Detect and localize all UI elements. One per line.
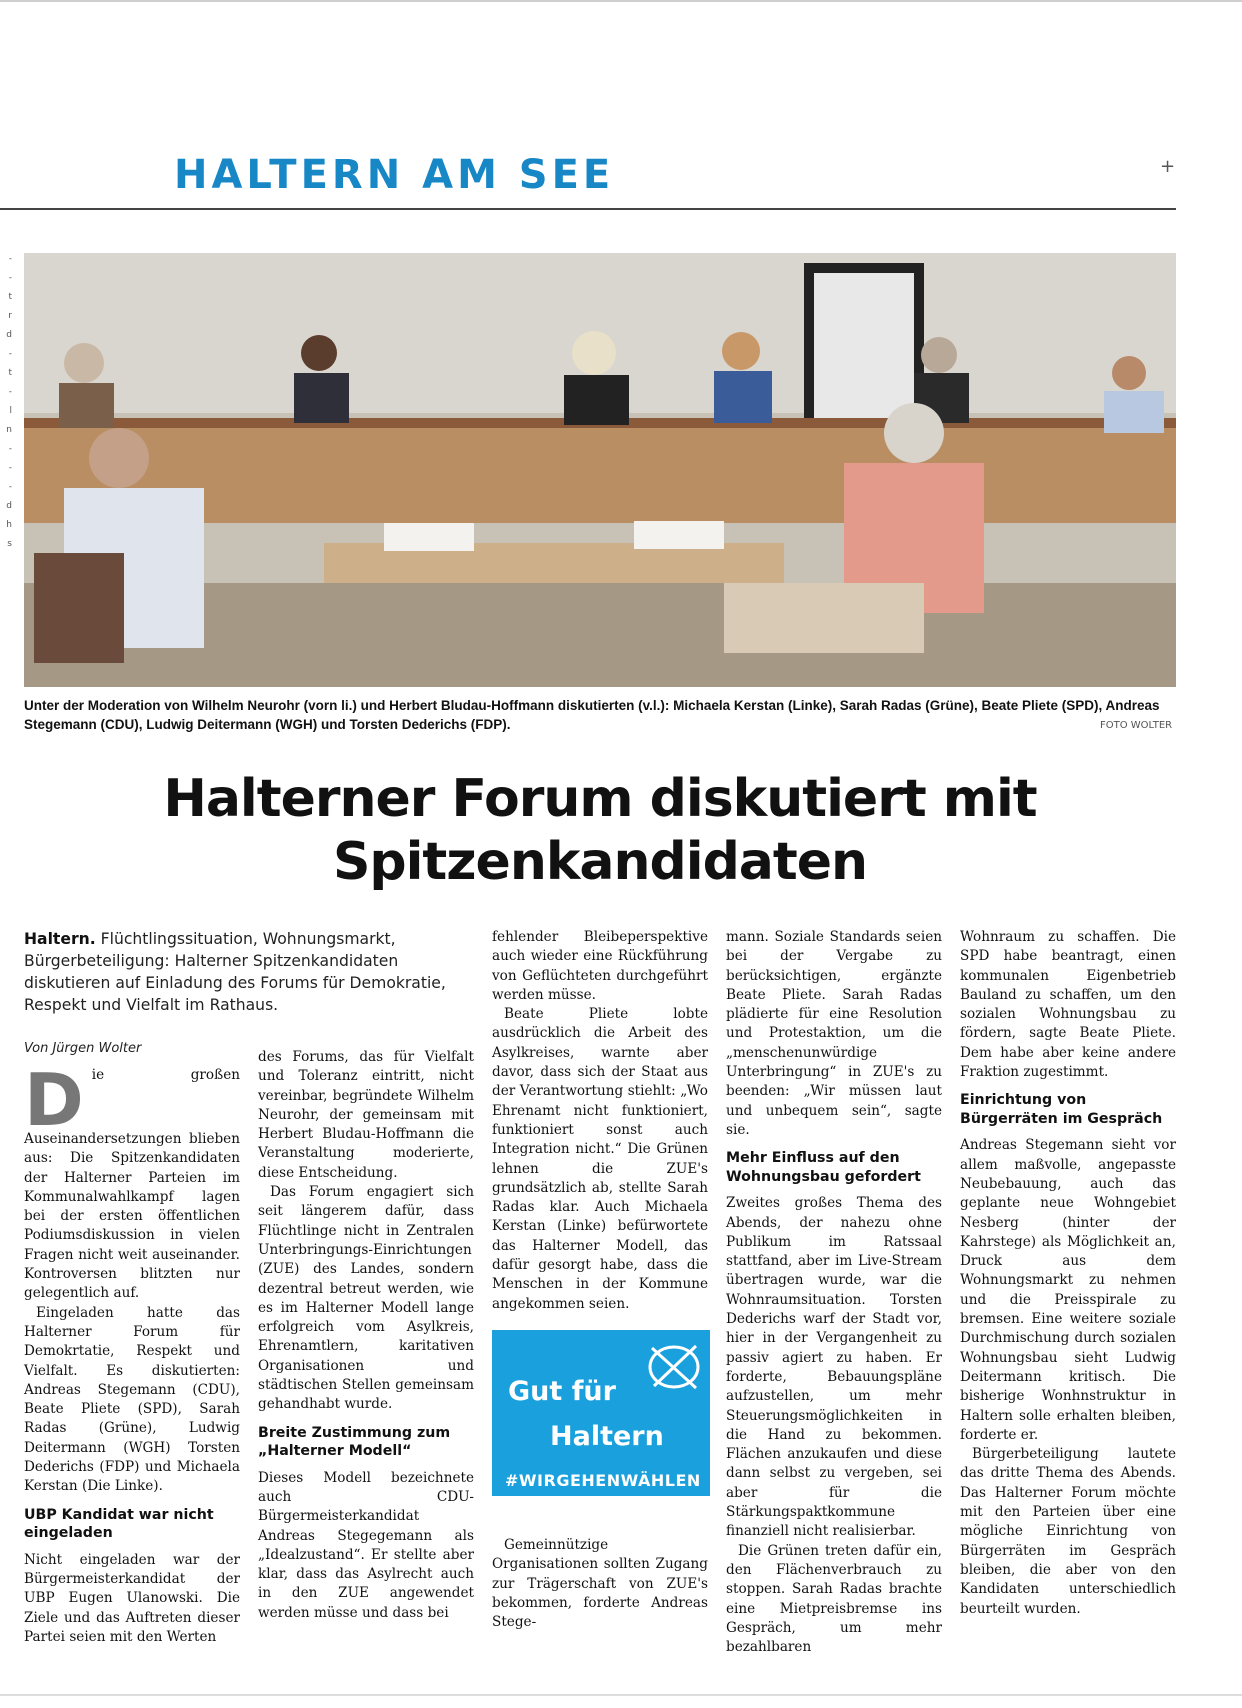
paragraph: fehlender Bleibeperspektive auch wieder eine Rückführung von Geflüchteten durchgeführt werden müsse. [492, 929, 708, 1003]
subheading: Einrichtung von Bürgerräten im Gespräch [960, 1092, 1163, 1127]
lead-text: Flüchtlingssituation, Wohnungsmarkt, Bürgerbeteiligung: Halterner Spitzenkandidaten diskutieren auf Einladung des Forums für Demokratie, Respekt und Vielfalt im Rathaus. [24, 930, 446, 1014]
drop-cap: D [24, 1058, 84, 1142]
article-column-2 [258, 1048, 474, 1623]
photo-caption: Unter der Moderation von Wilhelm Neurohr (vorn li.) und Herbert Bludau-Hoffmann diskutierten (v.l.): Michaela Kerstan (Linke), Sarah Radas (Grüne), Beate Pliete (SPD), Andreas Stegemann (CDU), Ludwig Deitermann (WGH) und Torsten Dederichs (FDP). [24, 698, 1160, 732]
article-column-3 [492, 928, 708, 1314]
paragraph: Dieses Modell bezeichnete auch CDU-Bürgermeisterkandidat Andreas Stegegemann als „Idealzustand“. Er stellte aber klar, dass das Asylrecht auch in den ZUE angewendet werden müsse und dass bei [258, 1469, 474, 1621]
article-column-1 [24, 1058, 240, 1647]
paragraph: Wohnraum zu schaffen. Die SPD habe beantragt, einen kommunalen Eigenbetrieb Bauland zu schaffen, um den sozialen Wohnungsbau zu fördern, sagte Beate Pliete. Dem habe aber keine andere Fraktion zugestimmt. [960, 929, 1176, 1081]
paragraph: Die Grünen treten dafür ein, den Flächenverbrauch zu stoppen. Sarah Radas brachte eine Mietpreisbremse ins Gespräch, um mehr bezahlbaren [726, 1542, 942, 1656]
paragraph: Eingeladen hatte das Halterner Forum für Demokrtatie, Respekt und Vielfalt. Es diskutierten: Andreas Stegemann (CDU), Beate Pliete (SPD), Sarah Radas (Grüne), Ludwig Deitermann (WGH) Torsten Dederichs (FDP) und Michaela Kerstan (Die Linke). [24, 1304, 240, 1495]
ad-hashtag: #WIRGEHENWÄHLEN [505, 1471, 701, 1490]
subheading: Mehr Einfluss auf den Wohnungsbau gefordert [726, 1150, 921, 1185]
adjacent-column-fragment: - - t r d - t - l n - - - d h s [6, 254, 12, 549]
byline: Von Jürgen Wolter [24, 1041, 142, 1056]
paragraph: Nicht eingeladen war der Bürgermeisterkandidat der UBP Eugen Ulanowski. Die Ziele und das Auftreten dieser Partei seien mit den Werten [24, 1551, 240, 1645]
article-lead [24, 928, 464, 1016]
subheading: UBP Kandidat war nicht eingeladen [24, 1506, 214, 1542]
ballot-cross-icon [644, 1342, 702, 1392]
paragraph: Zweites großes Thema des Abends, der nahezu ohne Publikum im Ratssaal stattfand, aber im Live-Stream übertragen wurde, war die Wohnraumsituation. Torsten Dederichs warf der Stadt vor, hier in der Vergangenheit zu passiv agiert zu haben. Er forderte, Bebauungspläne aufzustellen, um mehr Steuerungsmöglichkeiten in die Hand zu bekommen. Flächen anzukaufen und diese dann selbst zu vergeben, sei aber für die Stärkungspaktkommune finanziell nicht realisierbar. [726, 1195, 942, 1540]
paragraph: mann. Soziale Standards seien bei der Vergabe zu berücksichtigen, ergänzte Beate Pliete. Sarah Radas plädierte für eine Resolution und Protestaktion, um die „menschenunwürdige Unterbringung“ in ZUE's zu beenden: „Wir müssen laut und unbequem sein“, sagte sie. [726, 929, 942, 1138]
top-border [0, 0, 1242, 2]
section-rule [0, 208, 1176, 210]
paragraph: Die großen Auseinandersetzungen blieben aus: Die Spitzenkandidaten der Halterner Parteien im Kommunalwahlkampf lagen bei der ersten öffentlichen Podiumsdiskussion in vielen Fragen nicht weit auseinander. Kontroversen blitzten nur gelegentlich auf. [24, 1058, 240, 1302]
ad-line-1: Gut für [508, 1376, 616, 1407]
article-photo [24, 253, 1176, 687]
subheading: Breite Zustimmung zum „Halterner Modell“ [258, 1424, 451, 1460]
headline-line-2: Spitzenkandidaten [332, 832, 868, 892]
paragraph: Gemeinnützige Organisationen sollten Zugang zur Trägerschaft von ZUE's bekommen, forderte Andreas Stege- [492, 1537, 708, 1631]
headline-line-1: Halterner Forum diskutiert mit [163, 769, 1037, 829]
paragraph: Bürgerbeteiligung lautete das dritte Thema des Abends. Das Halterner Forum möchte mit den Parteien über eine mögliche Einrichtung von Bürgerräten im Gespräch bleiben, die aber von den Kandidaten unterschiedlich beurteilt wurden. [960, 1446, 1176, 1617]
ad-line-2: Haltern [550, 1421, 664, 1452]
lead-place: Haltern. [24, 930, 96, 948]
article-column-4 [726, 928, 942, 1657]
paragraph: Beate Pliete lobte ausdrücklich die Arbeit des Asylkreises, warnte aber davor, dass sich der Staat aus der Verantwortung stiehlt: „Wo Ehrenamt nicht funktioniert, funktioniert sonst auch Integration nicht.“ Die Grünen lehnen die ZUE's grundsätzlich ab, stellte Sarah Radas klar. Auch Michaela Kerstan (Linke) befürwortete das Halterner Modell, das dafür gesorgt habe, dass die Menschen in der Kommune angekommen seien. [492, 1006, 708, 1312]
section-title: HALTERN AM SEE [174, 152, 615, 198]
bottom-border [0, 1694, 1242, 1696]
paragraph: Das Forum engagiert sich seit längerem dafür, dass Flüchtlinge nicht in Zentralen Unterbringungs-Einrichtungen (ZUE) des Landes, sondern dezentral betreut werden, wie es im Halterner Modell lange erfolgreich vom Asylkreis, Ehrenamtlern, karitativen Organisationen und städtischen Stellen gemeinsam gehandhabt wurde. [258, 1184, 474, 1413]
plus-icon: + [1160, 156, 1176, 177]
paragraph: des Forums, das für Vielfalt und Toleranz eintritt, nicht vereinbar, begründete Wilhelm Neurohr, der gemeinsam mit Herbert Bludau-Hoffmann die Veranstaltung moderierte, diese Entscheidung. [258, 1049, 474, 1181]
council-room-photo [24, 253, 1176, 687]
article-column-3-bottom [492, 1536, 708, 1632]
photo-credit: FOTO WOLTER [1100, 720, 1173, 731]
paragraph: Andreas Stegemann sieht vor allem maßvolle, angepasste Neubebauung, auch das geplante neue Wohngebiet Nesberg (hinter der Kahrstege) als Möglichkeit an, Druck aus dem Wohnungsmarkt zu nehmen und die Preisspirale zu bremsen. Eine weitere soziale Durchmischung durch sozialen Wohnungsbau sieht Ludwig Deitermann kritisch. Die bisherige Wonhnstruktur in Haltern solle erhalten bleiben, forderte er. [960, 1137, 1176, 1443]
article-headline [30, 768, 1170, 894]
article-column-5 [960, 928, 1176, 1619]
